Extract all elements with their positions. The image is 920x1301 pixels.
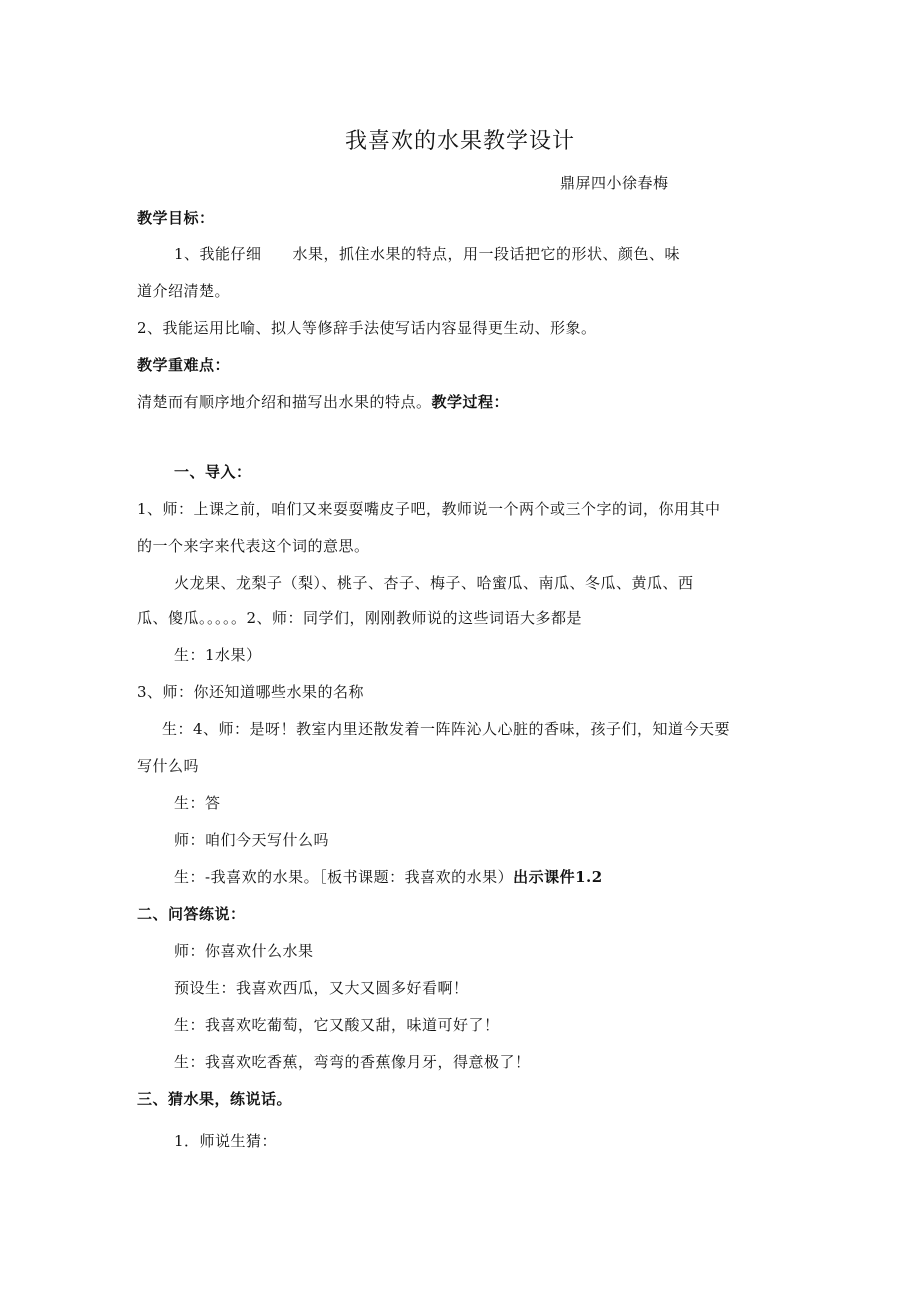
paragraph-line: 生：1水果） [174,646,262,664]
paragraph-line: 生：我喜欢吃葡萄，它又酸又甜，味道可好了！ [174,1016,500,1034]
paragraph-line: 生：答 [174,794,221,812]
key-points-text: 清楚而有顺序地介绍和描写出水果的特点。 [137,393,432,411]
document-author: 鼎屏四小徐春梅 [560,174,669,192]
section-heading-intro: 一、导入： [174,463,252,481]
paragraph-line: 的一个来字来代表这个词的意思。 [137,537,370,555]
section-heading-qa: 二、问答练说： [137,905,246,923]
document-title: 我喜欢的水果教学设计 [344,129,575,154]
paragraph-line [137,392,509,412]
paragraph-line: 师：你喜欢什么水果 [174,942,314,960]
heading-process: 教学过程： [431,393,510,411]
paragraph-line: 火龙果、龙梨子（梨）、桃子、杏子、梅子、哈蜜瓜、南瓜、冬瓜、黄瓜、西 [174,574,694,592]
section-heading-guess: 三、猜水果，练说话。 [137,1090,293,1108]
paragraph-line: 预设生：我喜欢西瓜，又大又圆多好看啊！ [174,979,469,997]
paragraph-line: 道介绍清楚。 [137,282,231,300]
paragraph-line [174,867,603,887]
heading-objectives: 教学目标： [137,209,215,227]
paragraph-line: 写什么吗 [137,757,200,775]
heading-key-points: 教学重难点： [137,356,231,374]
board-title-text: 生：-我喜欢的水果。［板书课题：我喜欢的水果） [174,868,514,886]
paragraph-line: 生：4、师：是呀！教室内里还散发着一阵阵沁人心脏的香味，孩子们，知道今天要 [162,720,731,738]
paragraph-line: 瓜、傻瓜。。。。。2、师：同学们，刚刚教师说的这些词语大多都是 [137,609,583,627]
paragraph-line: 1、师：上课之前，咱们又来耍耍嘴皮子吧，教师说一个两个或三个字的词，你用其中 [137,500,721,518]
paragraph-line: 1．师说生猜： [174,1132,278,1150]
paragraph-line: 1、我能仔细 水果，抓住水果的特点，用一段话把它的形状、颜色、味 [174,245,681,263]
show-slides-note: 出示课件1.2 [513,868,603,886]
paragraph-line: 3、师：你还知道哪些水果的名称 [137,683,365,701]
paragraph-line: 师：咱们今天写什么吗 [174,831,330,849]
paragraph-line: 生：我喜欢吃香蕉，弯弯的香蕉像月牙，得意极了！ [174,1053,531,1071]
paragraph-line: 2、我能运用比喻、拟人等修辞手法使写话内容显得更生动、形象。 [137,319,597,337]
